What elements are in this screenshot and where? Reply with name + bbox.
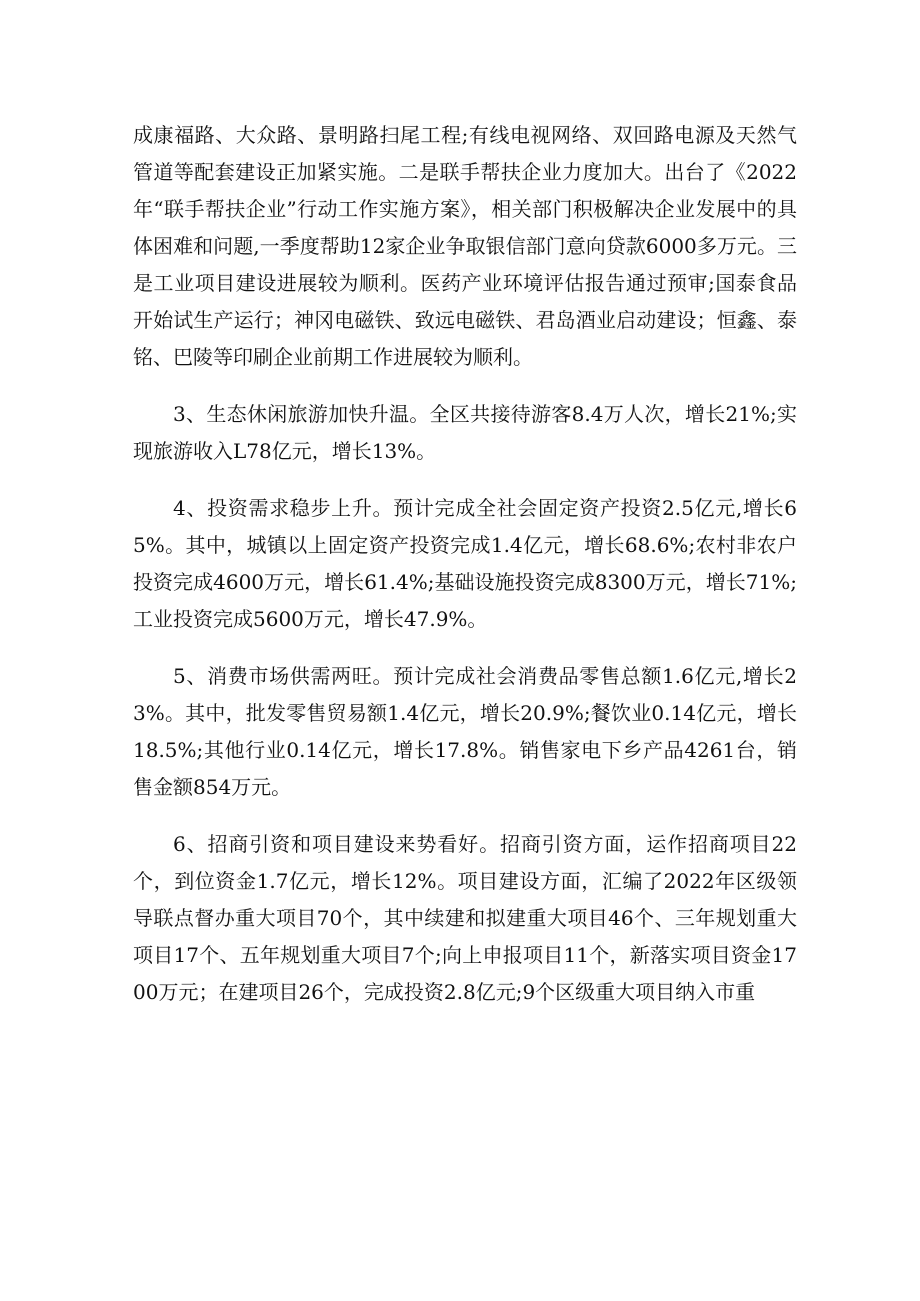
paragraph-continuation: 成康福路、大众路、景明路扫尾工程;有线电视网络、双回路电源及天然气管道等配套建设正加紧实施。二是联手帮扶企业力度加大。出台了《2022年“联手帮扶企业”行动工作实施方案》，相关部门积极解决企业发展中的具体困难和问题,一季度帮助12家企业争取银信部门意向贷款6000多万元。三是工业项目建设进展较为顺利。医药产业环境评估报告通过预审;国泰食品开始试生产运行；神冈电磁铁、致远电磁铁、君岛酒业启动建设；恒鑫、泰铭、巴陵等印刷企业前期工作进展较为顺利。 [133,123,797,369]
document-body [133,117,797,1011]
paragraph-consumption: 5、消费市场供需两旺。预计完成社会消费品零售总额1.6亿元,增长23%。其中，批发零售贸易额1.4亿元，增长20.9%;餐饮业0.14亿元，增长18.5%;其他行业0.14亿元，增长17.8%。销售家电下乡产品4261台，销售金额854万元。 [133,664,797,799]
paragraph-tourism: 3、生态休闲旅游加快升温。全区共接待游客8.4万人次，增长21%;实现旅游收入L78亿元，增长13%。 [133,402,797,463]
paragraph-investment: 4、投资需求稳步上升。预计完成全社会固定资产投资2.5亿元,增长65%。其中，城镇以上固定资产投资完成1.4亿元，增长68.6%;农村非农户投资完成4600万元，增长61.4%;基础设施投资完成8300万元，增长71%;工业投资完成5600万元，增长47.9%。 [133,496,797,631]
paragraph-projects: 6、招商引资和项目建设来势看好。招商引资方面，运作招商项目22个，到位资金1.7亿元，增长12%。项目建设方面，汇编了2022年区级领导联点督办重大项目70个，其中续建和拟建重大项目46个、三年规划重大项目17个、五年规划重大项目7个;向上申报项目11个，新落实项目资金1700万元；在建项目26个，完成投资2.8亿元;9个区级重大项目纳入市重 [133,832,797,1004]
